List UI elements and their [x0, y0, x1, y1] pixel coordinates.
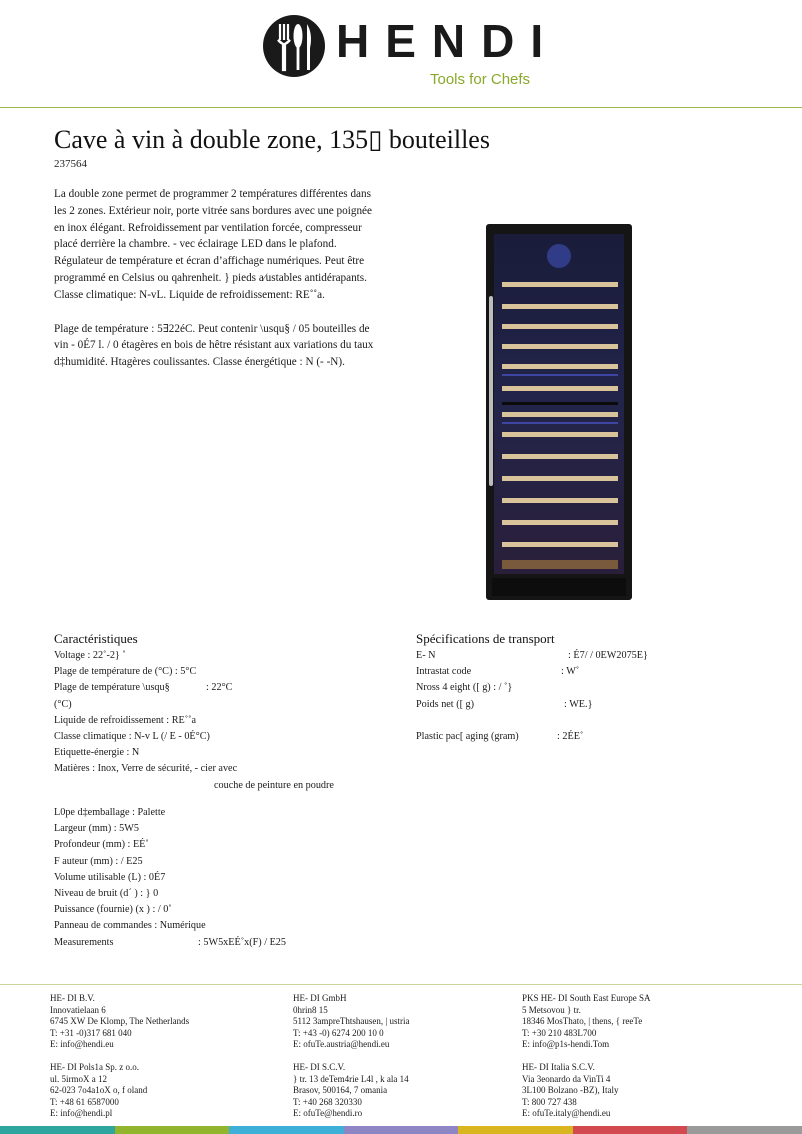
spec-row	[54, 680, 414, 696]
office-name: HE- DI GmbH	[293, 993, 347, 1003]
spec-label: Niveau de bruit (d´ ) : } 0	[54, 887, 159, 899]
product-sku: 237564	[54, 158, 87, 170]
spec-value: couche de peinture en poudre	[214, 779, 334, 791]
hendi-cutlery-logo-icon	[262, 14, 326, 78]
office-line: ul. 5irmoX a 12	[50, 1073, 107, 1084]
spec-label: Plage de température \usqu§	[54, 682, 170, 694]
spec-row	[54, 821, 414, 837]
spec-label: Plage de température de (°C) : 5°C	[54, 666, 197, 678]
spec-row	[54, 902, 414, 918]
spec-label: Poids net ([ g)	[416, 698, 475, 710]
spec-label: Intrastat code	[416, 666, 472, 678]
spec-label: L0pe d‡emballage : Palette	[54, 807, 166, 818]
color-stripe	[0, 1126, 115, 1134]
spec-value: : W˚	[561, 666, 580, 678]
office-email: E: info@hendi.eu	[50, 1039, 114, 1050]
office-name: HE- DI Italia S.C.V.	[522, 1062, 595, 1072]
office-address	[522, 1062, 618, 1120]
brand-wordmark: HENDI	[336, 15, 560, 67]
office-line: 6745 XW De Klomp, The Netherlands	[50, 1016, 190, 1027]
product-description	[54, 186, 374, 388]
office-line: } tr. 13 deTem4rie L4l , k ala 14	[293, 1073, 409, 1084]
spec-row	[416, 648, 756, 664]
office-line: T: +48 61 6587000	[50, 1096, 119, 1107]
office-name: PKS HE- DI South East Europe SA	[522, 993, 651, 1003]
office-line: T: +43 -0) 6274 200 10 0	[293, 1027, 384, 1038]
spec-label: Liquide de refroidissement : RE˚˚a	[54, 714, 197, 726]
characteristics-section-2	[54, 805, 414, 951]
spec-row	[54, 886, 414, 902]
spec-row	[54, 745, 414, 761]
spec-value: : 5W5xEÉ˚x(F) / E25	[198, 936, 286, 948]
wine-cooler-icon	[486, 224, 634, 602]
office-name: HE- DI S.C.V.	[293, 1062, 346, 1072]
transport-heading: Spécifications de transport	[416, 631, 555, 646]
spec-row	[54, 837, 414, 853]
office-address	[50, 1062, 147, 1120]
office-address	[293, 993, 409, 1051]
office-line: 0hrin8 15	[293, 1004, 328, 1015]
office-line: 18346 MosThato, | thens, { reeTe	[522, 1016, 643, 1027]
office-line: T: +31 -0)317 681 040	[50, 1027, 132, 1038]
spec-label: E- N	[416, 650, 436, 661]
office-name: HE- DI B.V.	[50, 993, 95, 1003]
spec-row	[54, 918, 414, 934]
spec-value: : 22°C	[206, 682, 233, 694]
header-divider	[0, 107, 802, 108]
office-line: Via 3eonardo da VinTi 4	[522, 1073, 611, 1084]
spec-value: : É7/ / 0EW2075E}	[568, 650, 648, 661]
description-paragraph: La double zone permet de programmer 2 températures différentes dans les 2 zones. Extérieur noir, porte vitrée sans bordures avec une poignée en inox élégant. Refroidissement par ventilation forcée, compresseur placé derrière la chambre. - vec éclairage LED dans le plafond. Régulateur de température et écran d’affichage numériques. Peut être programmé en Celsius ou qahrenheit. } pieds a⁄ustables antidérapants. Classe climatique: N-vL. Liquide de refroidissement: RE˚˚a.	[54, 188, 372, 301]
spec-value: : WE.}	[564, 698, 593, 710]
color-stripe-bar	[0, 1126, 802, 1134]
office-line: Innovatielaan 6	[50, 1004, 106, 1015]
office-email: E: ofuTe.austria@hendi.eu	[293, 1039, 390, 1050]
spec-label: Largeur (mm) : 5W5	[54, 823, 139, 835]
spec-label: Panneau de commandes : Numérique	[54, 920, 206, 932]
spec-row	[416, 713, 756, 729]
spec-row	[416, 697, 756, 713]
spec-label: Measurements	[54, 936, 114, 948]
spec-row	[54, 854, 414, 870]
brand-tagline: Tools for Chefs	[430, 71, 531, 88]
footer-divider	[0, 984, 802, 985]
office-line: 5112 3ampreThtshausen, | ustria	[293, 1016, 410, 1027]
office-address	[293, 1062, 409, 1120]
spec-row	[54, 935, 414, 951]
office-address	[50, 993, 189, 1051]
spec-label: Volume utilisable (L) : 0É7	[54, 871, 166, 883]
office-email: E: ofuTe.italy@hendi.eu	[522, 1108, 611, 1119]
spec-row	[54, 713, 414, 729]
transport-section	[416, 631, 756, 745]
page-header	[0, 0, 802, 108]
spec-row	[54, 805, 414, 821]
spec-label: Puissance (fournie) (x ) : / 0˚	[54, 904, 172, 916]
spec-label: Classe climatique : N-v L (/ E - 0É°C)	[54, 730, 210, 742]
spec-label: Matières : Inox, Verre de sécurité, - cier avec	[54, 763, 238, 775]
spec-row	[54, 664, 414, 680]
spec-label: Plastic pac[ aging (gram)	[416, 730, 519, 742]
spec-row	[54, 870, 414, 886]
office-email: E: ofuTe@hendi.ro	[293, 1108, 363, 1119]
office-line: T: 800 727 438	[522, 1096, 577, 1107]
spec-label: F auteur (mm) : / E25	[54, 855, 143, 867]
spec-row	[54, 778, 414, 794]
spec-value: : 2ÉE˚	[557, 730, 584, 742]
office-line: T: +40 268 320330	[293, 1096, 362, 1107]
spec-label: Etiquette-énergie : N	[54, 747, 140, 759]
characteristics-heading: Caractéristiques	[54, 631, 138, 646]
spec-row	[416, 664, 756, 680]
spec-row	[54, 729, 414, 745]
office-line: Brasov, 500164, 7 omania	[293, 1085, 388, 1096]
spec-label: Nross 4 eight ([ g) : / ˚}	[416, 682, 513, 694]
spec-label: (°C)	[54, 698, 72, 710]
spec-label: Voltage : 22˚-2} ˚	[54, 650, 126, 661]
office-line: 62-023 7o4a1oX o, f oland	[50, 1085, 148, 1096]
color-stripe	[344, 1126, 459, 1134]
spec-row	[54, 697, 414, 713]
office-line: T: +30 210 483L700	[522, 1027, 597, 1038]
product-title: Cave à vin à double zone, 135▯ bouteilles	[54, 125, 490, 154]
spec-row	[54, 648, 414, 664]
office-line: 3L100 Bolzano -BZ), Italy	[522, 1085, 619, 1096]
color-stripe	[458, 1126, 573, 1134]
office-line: 5 Metsovou } tr.	[522, 1004, 581, 1015]
spec-label: Profondeur (mm) : EÉ˚	[54, 839, 149, 851]
color-stripe	[687, 1126, 802, 1134]
office-email: E: info@hendi.pl	[50, 1108, 113, 1119]
color-stripe	[229, 1126, 344, 1134]
office-address	[522, 993, 651, 1051]
spec-row	[416, 729, 756, 745]
office-email: E: info@p1s-hendi.Tom	[522, 1039, 610, 1050]
characteristics-section	[54, 631, 414, 794]
office-name: HE- DI Pols1a Sp. z o.o.	[50, 1062, 139, 1072]
description-paragraph: Plage de température : 5∃22éC. Peut contenir \usqu§ / 05 bouteilles de vin - 0É7 l. / 0 étagères en bois de hêtre résistant aux variations du taux d‡humidité. Htagères coulissantes. Classe énergétique : N (- -N).	[54, 322, 374, 369]
spec-row	[416, 680, 756, 696]
color-stripe	[573, 1126, 688, 1134]
color-stripe	[115, 1126, 230, 1134]
spec-row	[54, 761, 414, 777]
